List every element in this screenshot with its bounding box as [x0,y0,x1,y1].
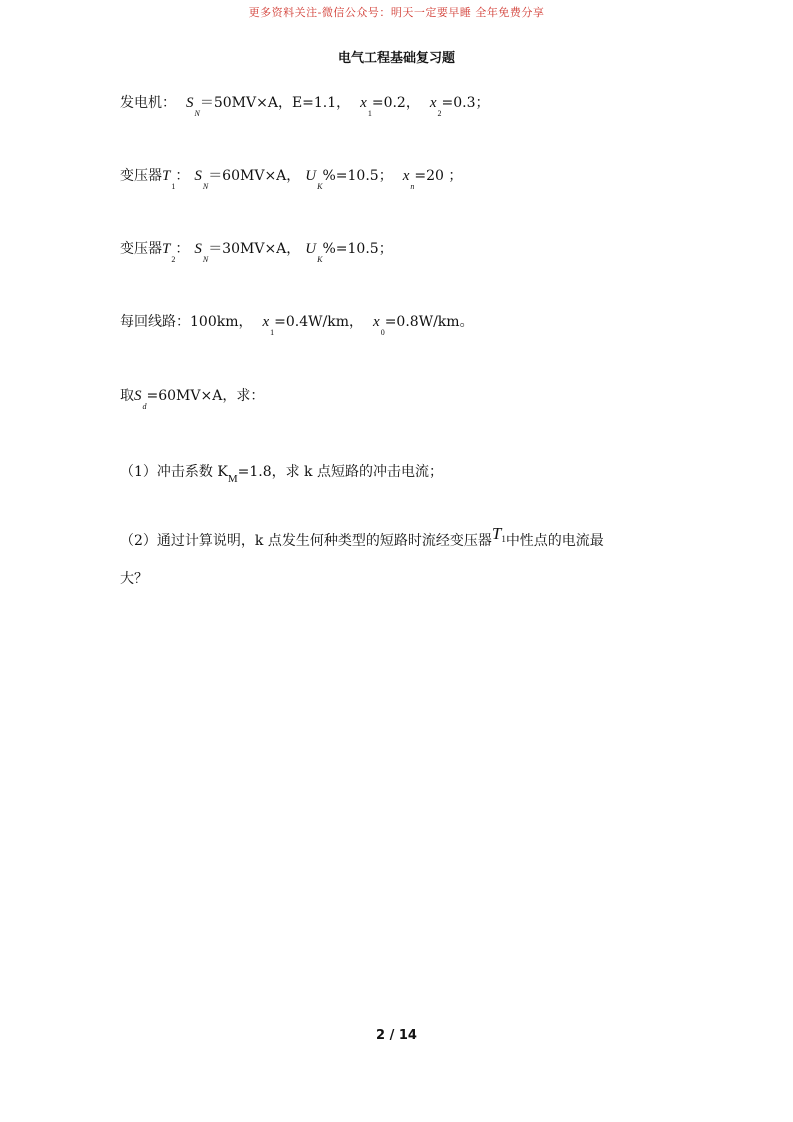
t2-uk-value: %=10.5； [322,241,393,257]
sn-value: ＝50MV×A，E=1.1， [199,95,351,111]
t2-sn-symbol: S [194,241,202,257]
line-x0-symbol: x [373,314,380,330]
q2-t-subscript: 1 [501,534,506,544]
t1-sn-value: ＝60MV×A， [208,168,301,184]
t2-sn-value: ＝30MV×A， [208,241,301,257]
x1-value: =0.2， [371,95,420,111]
x2-value: =0.3； [441,95,490,111]
q2-tail: 中性点的电流最 [505,533,604,549]
t1-uk-symbol: U [305,168,317,184]
sn-symbol: S [186,95,194,111]
t2-sn-subscript: N [202,255,209,264]
t1-uk-subscript: K [317,182,323,191]
t1-xn-symbol: x [402,168,410,184]
line-x1-subscript: 1 [270,328,275,337]
document-title: 电气工程基础复习题 [337,51,455,66]
t1-sn-subscript: N [202,182,209,191]
x2-symbol: x [429,95,437,111]
line-x1-value: =0.4W/km， [274,314,364,330]
base-value-line [120,386,265,411]
question-2 [120,524,604,552]
x1-symbol: x [360,95,367,111]
line-x0-subscript: 0 [380,328,385,337]
promo-banner: 更多资料关注-微信公众号：明天一定要早睡 全年免费分享 [248,6,545,19]
q1-prefix: （1）冲击系数 K [120,464,228,480]
t1-symbol: T [162,168,171,184]
sd-subscript: d [142,402,147,411]
question-1 [120,462,443,483]
generator-label: 发电机： [120,95,176,111]
q2-line2: 大？ [120,571,148,587]
line-params [120,312,474,337]
t1-uk-value: %=10.5； [322,168,393,184]
line-label: 每回线路：100km， [120,314,253,330]
q2-t-symbol: T [491,524,502,543]
x1-subscript: 1 [367,109,372,118]
q1-suffix: =1.8，求 k 点短路的冲击电流； [237,464,443,480]
x2-subscript: 2 [437,109,442,118]
t1-subscript: 1 [171,182,176,191]
line-x1-symbol: x [262,314,270,330]
generator-params [120,93,490,118]
t2-symbol: T [162,241,171,257]
page-number: 2 / 14 [376,1028,417,1043]
sn-subscript: N [194,109,200,118]
t2-label: 变压器 [120,241,162,257]
t1-colon: ： [175,168,190,184]
t1-sn-symbol: S [194,168,202,184]
transformer-t1-params [120,166,463,191]
sd-value: =60MV×A，求： [146,388,265,404]
q2-text: （2）通过计算说明，k 点发生何种类型的短路时流经变压器 [120,533,492,549]
line-x0-value: =0.8W/km。 [384,314,474,330]
q1-subscript: M [227,473,238,485]
question-2-continued [120,569,148,589]
base-label: 取 [120,388,134,404]
sd-symbol: S [134,388,142,404]
t1-label: 变压器 [120,168,162,184]
t2-subscript: 2 [171,255,176,264]
t2-colon: ： [175,241,190,257]
t2-uk-symbol: U [305,241,317,257]
t2-uk-subscript: K [317,255,323,264]
t1-xn-value: =20 ； [414,168,463,184]
transformer-t2-params [120,239,393,264]
t1-xn-subscript: n [410,182,415,191]
